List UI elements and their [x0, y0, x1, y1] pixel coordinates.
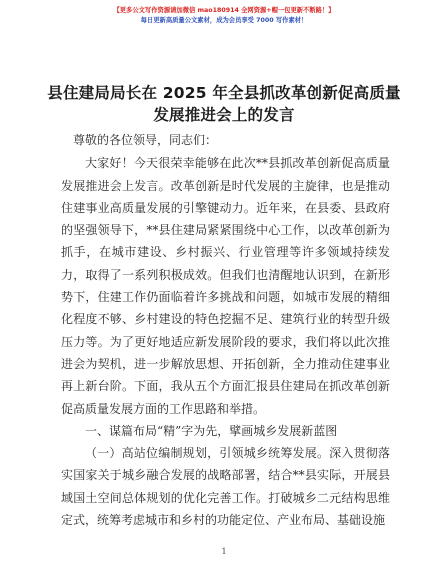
promo-line-2: 每日更新高质量公文素材，成为会员享受 7000 写作素材！ [140, 17, 308, 24]
section-heading-1: 一、谋篇布局“精”字为先，擘画城乡发展新蓝图 [85, 423, 338, 438]
paragraph-subsection-1: （一）高站位编制规划，引领城乡统筹发展。深入贯彻落实国家关于城乡融合发展的战略部署，结合**县实际，开展县域国土空间总体规划的优化完善工作。打破城乡二元结构思维定式，统筹考虑城市和乡村的功能定位、产业布局、基础设施 [61, 446, 390, 528]
promo-line-1: 【更多公文写作资源请加微信 mao180914 全网资源+帽一包更新不断路！】 [113, 7, 335, 14]
document-body [61, 129, 390, 531]
promo-banner [0, 6, 448, 26]
page-number: 1 [221, 547, 227, 556]
document-title: 县住建局局长在 2025 年全县抓改革创新促高质量发展推进会上的发言 [47, 84, 401, 124]
salutation: 尊敬的各位领导，同志们： [73, 133, 218, 147]
paragraph-intro: 大家好！今天很荣幸能够在此次**县抓改革创新促高质量发展推进会上发言。改革创新是时代发展的主旋律，也是推动住建事业高质量发展的引擎键动力。近年来，在县委、县政府的坚强领导下，**县住建局紧紧围绕中心工作，以改革创新为抓手，在城市建设、乡村振兴、行业管理等许多领域持续发力，取得了一系列积极成效。但我们也清醒地认识到，在新形势下，住建工作仍面临着许多挑战和问题，如城市发展的精细化程度不够、乡村建设的特色挖掘不足、建筑行业的转型升级压力等。为了更好地适应新发展阶段的要求，我们将以此次推进会为契机，进一步解放思想、开拓创新，全力推动住建事业再上新台阶。下面，我从五个方面汇报县住建局在抓改革创新促高质量发展方面的工作思路和举措。 [61, 156, 390, 416]
